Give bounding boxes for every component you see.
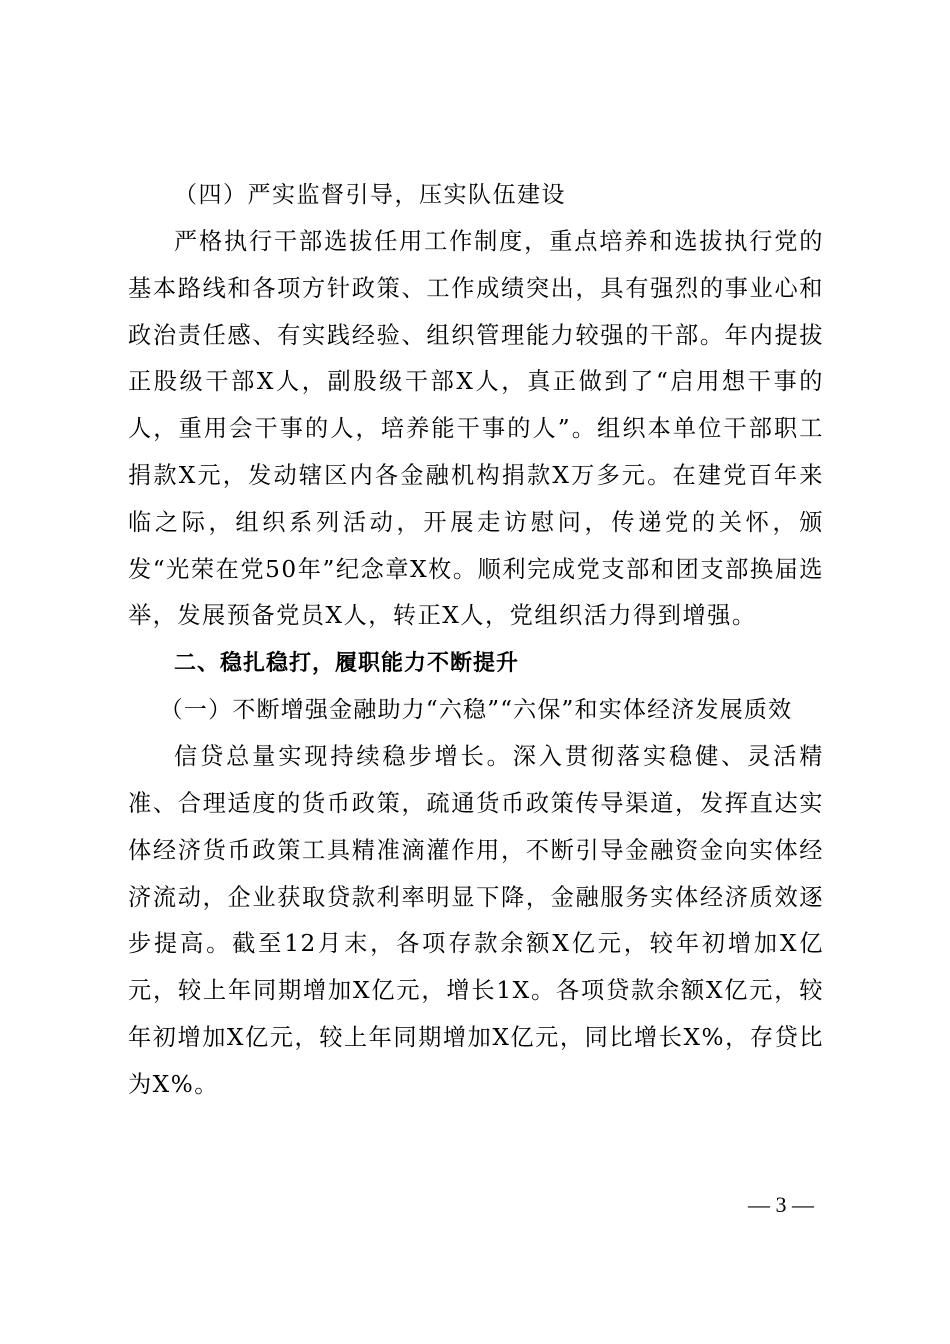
- subsection-1-paragraph: 信贷总量实现持续稳步增长。深入贯彻落实稳健、灵活精准、合理适度的货币政策，疏通货币政策传导渠道，发挥直达实体经济货币政策工具精准滴灌作用，不断引导金融资金向实体经济流动，企业获取贷款利率明显下降，金融服务实体经济质效逐步提高。截至12月末，各项存款余额X亿元，较年初增加X亿元，较上年同期增加X亿元，增长1X。各项贷款余额X亿元，较年初增加X亿元，较上年同期增加X亿元，同比增长X%，存贷比为X%。: [128, 743, 824, 1098]
- section-4-paragraph: 严格执行干部选拔任用工作制度，重点培养和选拔执行党的基本路线和各项方针政策、工作成绩突出，具有强烈的事业心和政治责任感、有实践经验、组织管理能力较强的干部。年内提拔正股级干部X人，副股级干部X人，真正做到了“启用想干事的人，重用会干事的人，培养能干事的人”。组织本单位干部职工捐款X元，发动辖区内各金融机构捐款X万多元。在建党百年来临之际，组织系列活动，开展走访慰问，传递党的关怀，颁发“光荣在党50年”纪念章X枚。顺利完成党支部和团支部换届选举，发展预备党员X人，转正X人，党组织活力得到增强。: [128, 228, 824, 630]
- page-number: — 3 —: [748, 1192, 814, 1217]
- part-2-heading: 二、稳扎稳打，履职能力不断提升: [174, 651, 520, 677]
- document-body: [128, 172, 824, 1109]
- subsection-heading-1: （一）不断增强金融助力“六稳”“六保”和实体经济发展质效: [159, 697, 793, 724]
- section-heading-4: （四）严实监督引导，压实队伍建设: [174, 182, 566, 208]
